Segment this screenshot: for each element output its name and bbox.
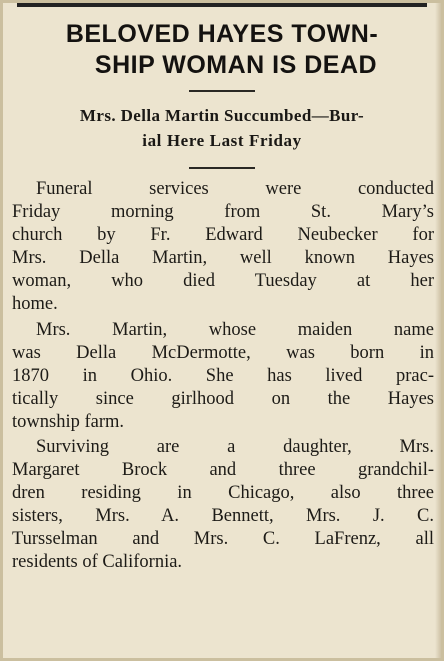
headline-line-2: SHIP WOMAN IS DEAD bbox=[94, 51, 378, 79]
newspaper-clipping bbox=[3, 3, 441, 658]
body-line: Funeral services were conducted bbox=[36, 179, 434, 199]
body-line: tically since girlhood on the Hayes bbox=[12, 389, 434, 409]
body-line: woman, who died Tuesday at her bbox=[12, 271, 434, 291]
body-line: residents of California. bbox=[12, 552, 183, 572]
body-line: home. bbox=[12, 294, 58, 314]
body-line: dren residing in Chicago, also three bbox=[12, 483, 434, 503]
body-line: sisters, Mrs. A. Bennett, Mrs. J. C. bbox=[12, 506, 434, 526]
body-line: Friday morning from St. Mary’s bbox=[12, 202, 434, 222]
subheadline-line-2: ial Here Last Friday bbox=[142, 131, 302, 150]
body-line: Mrs. Martin, whose maiden name bbox=[36, 320, 434, 340]
body-line: Tursselman and Mrs. C. LaFrenz, all bbox=[12, 529, 434, 549]
body-line: township farm. bbox=[12, 412, 125, 432]
headline-line-1: BELOVED HAYES TOWN- bbox=[65, 20, 379, 48]
body-line: church by Fr. Edward Neubecker for bbox=[12, 225, 434, 245]
subheadline-line-1: Mrs. Della Martin Succumbed—Bur- bbox=[79, 106, 365, 125]
body-line: was Della McDermotte, was born in bbox=[12, 343, 434, 363]
body-line: Surviving are a daughter, Mrs. bbox=[36, 437, 434, 457]
top-rule bbox=[17, 3, 427, 7]
body-line: 1870 in Ohio. She has lived prac- bbox=[12, 366, 434, 386]
body-line: Margaret Brock and three grandchil- bbox=[12, 460, 434, 480]
body-line: Mrs. Della Martin, well known Hayes bbox=[12, 248, 434, 268]
paper-edge-shade bbox=[435, 3, 441, 658]
divider-rule bbox=[189, 90, 255, 92]
divider-rule bbox=[189, 167, 255, 169]
